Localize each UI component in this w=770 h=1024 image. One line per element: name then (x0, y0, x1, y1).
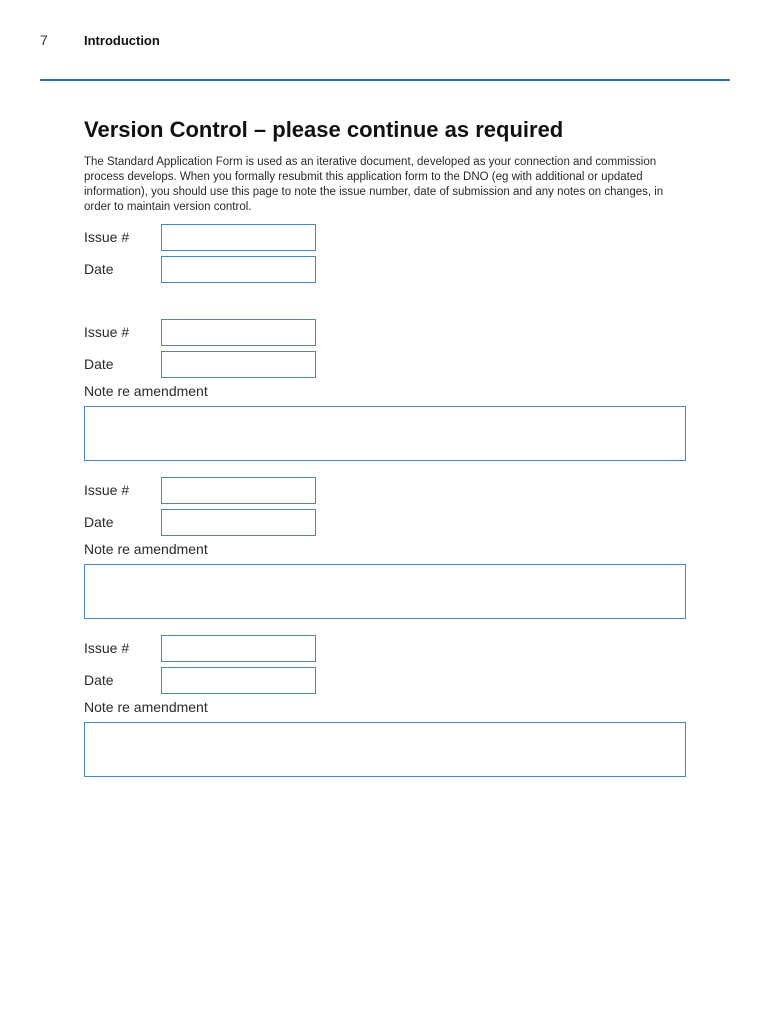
note-textarea[interactable] (84, 564, 686, 619)
note-label: Note re amendment (84, 383, 208, 399)
note-label: Note re amendment (84, 699, 208, 715)
issue-label: Issue # (84, 324, 130, 340)
issue-input[interactable] (161, 224, 316, 251)
date-label: Date (84, 672, 114, 688)
date-input[interactable] (161, 351, 316, 378)
intro-section (84, 114, 686, 215)
version-entry-3 (84, 477, 686, 619)
date-input[interactable] (161, 667, 316, 694)
issue-label: Issue # (84, 482, 130, 498)
page-number: 7 (40, 32, 48, 48)
note-label: Note re amendment (84, 541, 208, 557)
date-input[interactable] (161, 256, 316, 283)
version-entry-1 (84, 224, 686, 288)
section-name: Introduction (84, 33, 160, 48)
version-entry-2 (84, 319, 686, 461)
date-row (84, 509, 686, 536)
version-entry-4 (84, 635, 686, 777)
date-label: Date (84, 514, 114, 530)
issue-row (84, 635, 686, 662)
issue-row (84, 319, 686, 346)
page-header (40, 32, 730, 54)
issue-input[interactable] (161, 319, 316, 346)
date-row (84, 256, 686, 283)
date-label: Date (84, 261, 114, 277)
date-row (84, 667, 686, 694)
issue-row (84, 477, 686, 504)
issue-row (84, 224, 686, 251)
issue-label: Issue # (84, 640, 130, 656)
note-textarea[interactable] (84, 722, 686, 777)
issue-input[interactable] (161, 635, 316, 662)
header-divider (40, 79, 730, 81)
date-input[interactable] (161, 509, 316, 536)
date-row (84, 351, 686, 378)
date-label: Date (84, 356, 114, 372)
note-textarea[interactable] (84, 406, 686, 461)
page-title: Version Control – please continue as required (84, 117, 564, 142)
issue-input[interactable] (161, 477, 316, 504)
issue-label: Issue # (84, 229, 130, 245)
intro-paragraph: The Standard Application Form is used as an iterative document, developed as your connection and commission process develops. When you formally resubmit this application form to the DNO (eg with additional or updated information), you should use this page to note the issue number, date of submission and any notes on changes, in order to maintain version control. (84, 156, 664, 213)
